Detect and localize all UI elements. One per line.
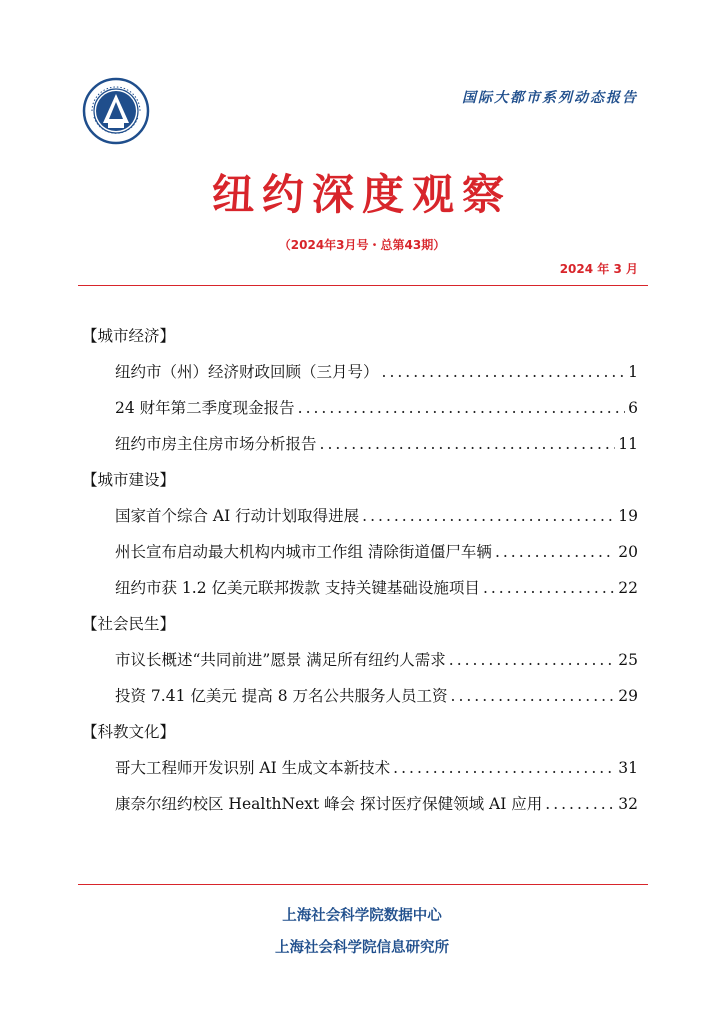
toc-section-social-livelihood: 【社会民生】	[82, 615, 176, 633]
toc-entry[interactable]	[82, 426, 638, 462]
toc-entry-page: 25	[618, 651, 638, 669]
footer-org-info-institute: 上海社会科学院信息研究所	[275, 940, 449, 956]
toc-entry-title: 州长宣布启动最大机构内城市工作组 清除街道僵尸车辆	[115, 543, 492, 561]
toc-entry-page: 1	[628, 363, 638, 381]
toc-entry-title: 国家首个综合 AI 行动计划取得进展	[115, 507, 360, 525]
toc-leader-dots	[393, 750, 615, 786]
toc-entry-page: 6	[628, 399, 638, 417]
toc-entry-title: 康奈尔纽约校区 HealthNext 峰会 探讨医疗保健领域 AI 应用	[115, 795, 543, 813]
toc-leader-dots	[362, 498, 615, 534]
toc-section-science-education-culture: 【科教文化】	[82, 723, 176, 741]
toc-entry[interactable]	[82, 498, 638, 534]
toc-entry-page: 19	[618, 507, 638, 525]
toc-entry-title: 投资 7.41 亿美元 提高 8 万名公共服务人员工资	[115, 687, 448, 705]
toc-leader-dots	[449, 642, 615, 678]
toc-entry[interactable]	[82, 534, 638, 570]
toc-entry-title: 纽约市获 1.2 亿美元联邦拨款 支持关键基础设施项目	[115, 579, 480, 597]
toc-entry-page: 31	[618, 759, 638, 777]
toc-entry-page: 11	[618, 435, 638, 453]
toc-leader-dots	[451, 678, 616, 714]
toc-entry[interactable]	[82, 390, 638, 426]
toc-leader-dots	[545, 786, 615, 822]
toc-entry-title: 哥大工程师开发识别 AI 生成文本新技术	[115, 759, 391, 777]
footer-org-data-center: 上海社会科学院数据中心	[282, 908, 442, 924]
issue-date: 2024 年 3 月	[559, 262, 638, 276]
toc-entry[interactable]	[82, 786, 638, 822]
toc-entry-page: 22	[618, 579, 638, 597]
toc-entry-page: 32	[618, 795, 638, 813]
toc-entry[interactable]	[82, 570, 638, 606]
top-divider	[78, 285, 648, 286]
toc-entry[interactable]	[82, 354, 638, 390]
toc-section-urban-construction: 【城市建设】	[82, 471, 176, 489]
toc-entry-page: 29	[618, 687, 638, 705]
toc-section-urban-economy: 【城市经济】	[82, 327, 176, 345]
toc-entry-title: 纽约市房主住房市场分析报告	[115, 435, 317, 453]
report-title: 纽约深度观察	[211, 170, 512, 219]
academy-seal-icon	[82, 77, 150, 145]
toc-leader-dots	[298, 390, 625, 426]
toc-entry-title: 24 财年第二季度现金报告	[115, 399, 295, 417]
toc-leader-dots	[320, 426, 616, 462]
toc-entry[interactable]	[82, 642, 638, 678]
issue-label: （2024年3月号・总第43期）	[278, 238, 446, 252]
toc-leader-dots	[495, 534, 615, 570]
table-of-contents	[82, 318, 638, 822]
toc-leader-dots	[382, 354, 626, 390]
series-label: 国际大都市系列动态报告	[462, 90, 638, 106]
toc-entry-page: 20	[618, 543, 638, 561]
toc-entry[interactable]	[82, 678, 638, 714]
toc-leader-dots	[483, 570, 615, 606]
bottom-divider	[78, 884, 648, 885]
toc-entry[interactable]	[82, 750, 638, 786]
toc-entry-title: 市议长概述“共同前进”愿景 满足所有纽约人需求	[115, 651, 446, 669]
toc-entry-title: 纽约市（州）经济财政回顾（三月号）	[115, 363, 379, 381]
